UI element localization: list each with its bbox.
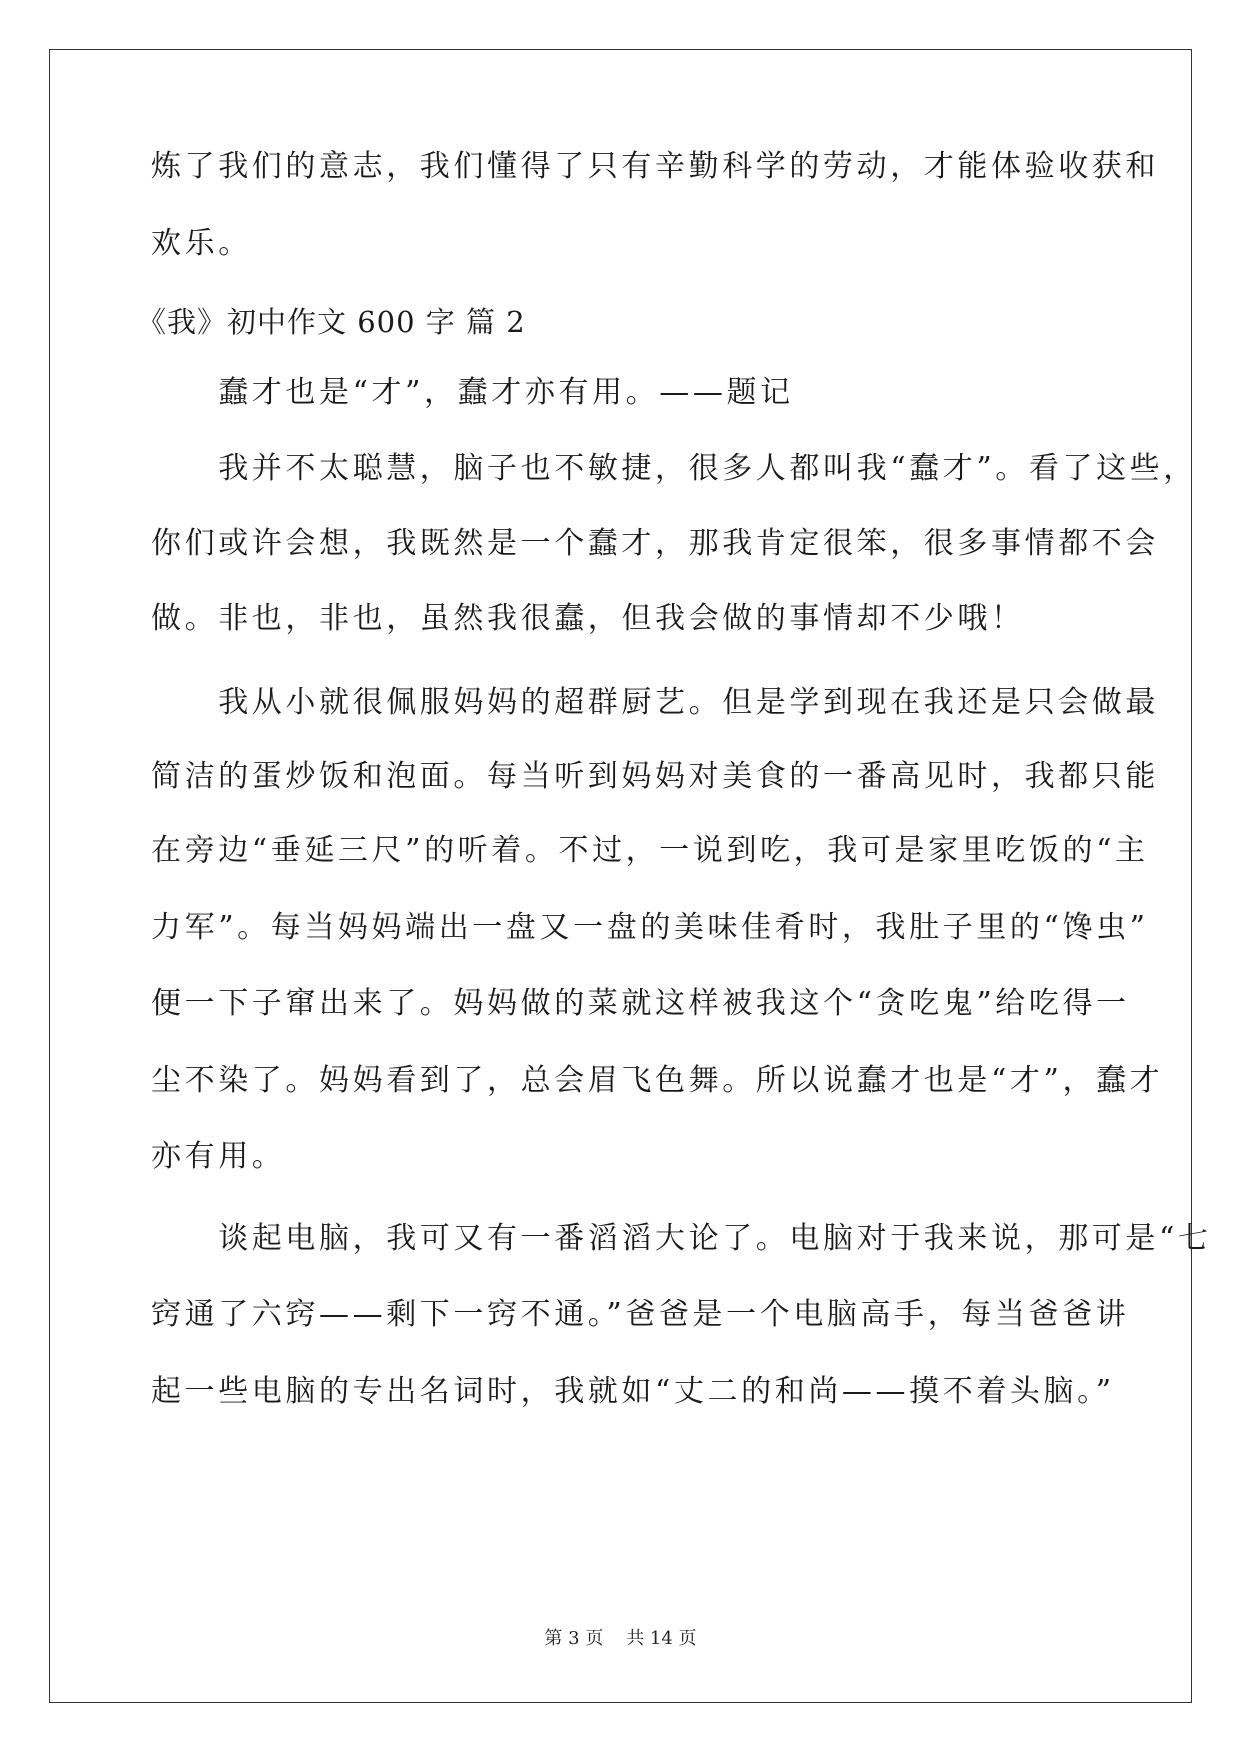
text-line: 谈起电脑，我可又有一番滔滔大论了。电脑对于我来说，那可是“七	[151, 1221, 1212, 1256]
text-line: 在旁边“垂延三尺”的听着。不过，一说到吃，我可是家里吃饭的“主	[151, 833, 1149, 868]
text-line: 做。非也，非也，虽然我很蠢，但我会做的事情却不少哦！	[151, 601, 1025, 636]
page-number: 第 3 页 共 14 页	[544, 1628, 697, 1649]
text-line: 简洁的蛋炒饭和泡面。每当听到妈妈对美食的一番高见时，我都只能	[151, 759, 1159, 794]
text-line: 尘不染了。妈妈看到了，总会眉飞色舞。所以说蠢才也是“才”，蠢才	[151, 1063, 1164, 1098]
section-heading: 《我》初中作文 600 字 篇 2	[137, 305, 526, 339]
text-line: 便一下子窜出来了。妈妈做的菜就这样被我这个“贪吃鬼”给吃得一	[151, 986, 1130, 1021]
text-line: 你们或许会想，我既然是一个蠢才，那我肯定很笨，很多事情都不会	[151, 526, 1159, 561]
text-line: 我并不太聪慧，脑子也不敏捷，很多人都叫我“蠢才”。看了这些，	[151, 451, 1197, 486]
text-line: 炼了我们的意志，我们懂得了只有辛勤科学的劳动，才能体验收获和	[151, 149, 1159, 184]
text-line: 起一些电脑的专出名词时，我就如“丈二的和尚——摸不着头脑。”	[151, 1374, 1115, 1409]
text-line: 窍通了六窍——剩下一窍不通。”爸爸是一个电脑高手，每当爸爸讲	[151, 1297, 1130, 1332]
text-line: 我从小就很佩服妈妈的超群厨艺。但是学到现在我还是只会做最	[151, 685, 1159, 720]
text-line: 欢乐。	[151, 226, 252, 261]
text-line: 亦有用。	[151, 1139, 286, 1174]
text-line: 力军”。每当妈妈端出一盘又一盘的美味佳肴时，我肚子里的“馋虫”	[151, 910, 1149, 945]
text-line: 蠢才也是“才”，蠢才亦有用。——题记	[151, 375, 794, 410]
page-border	[49, 49, 1192, 1703]
